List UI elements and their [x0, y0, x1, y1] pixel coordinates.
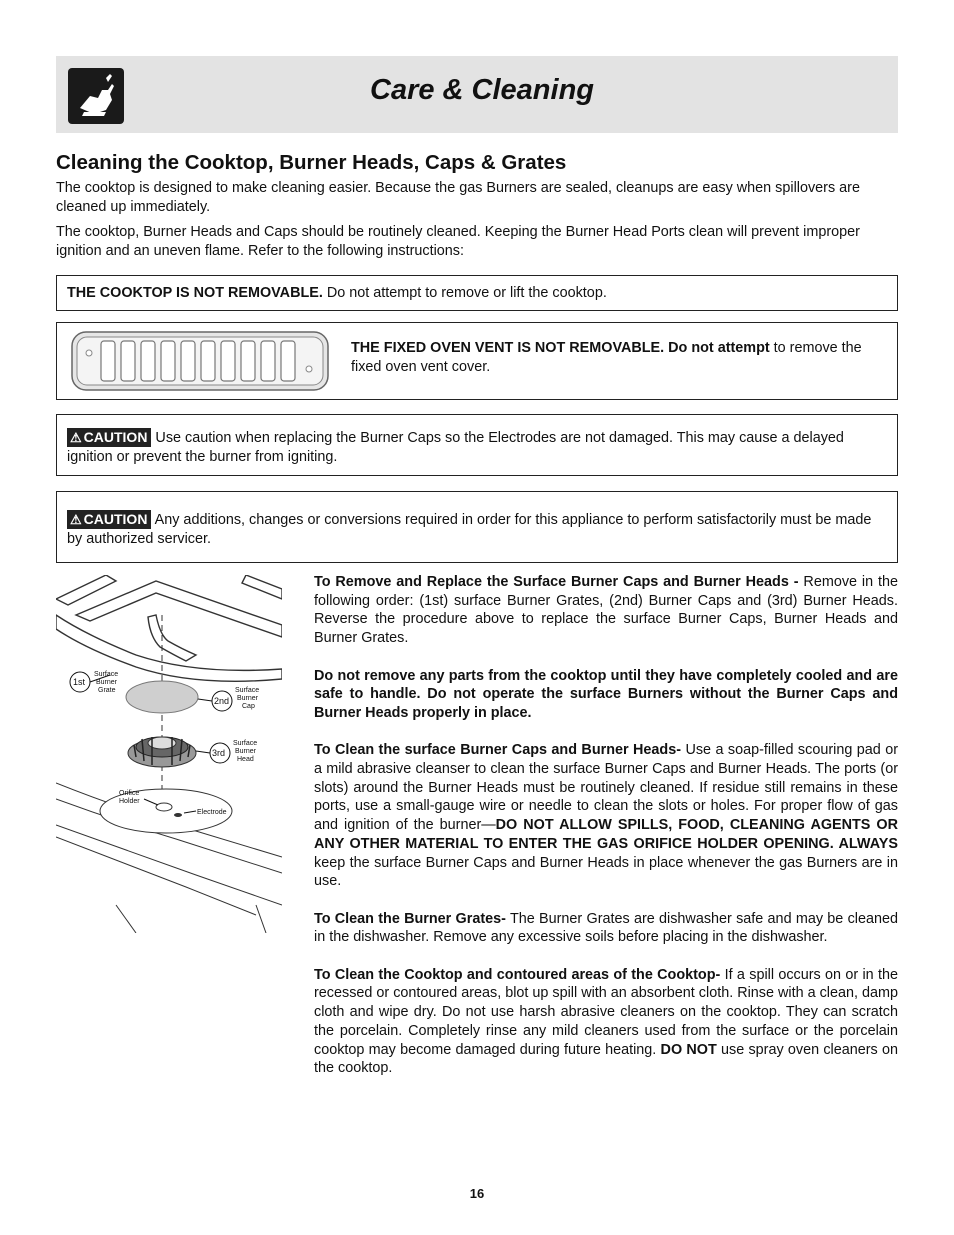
- caution-box-2: [56, 491, 898, 563]
- header-bar: [56, 56, 898, 133]
- notice-cooktop-text: [67, 284, 607, 303]
- warning-triangle-icon: ⚠: [70, 512, 82, 527]
- caution-text-1: [67, 428, 889, 467]
- caution-badge: [67, 428, 151, 447]
- head-label-1: Surface: [233, 740, 258, 747]
- caution-body-2: Any additions, changes or conversions required in order for this appliance to perform satisfactorily must be made by authorized servicer.: [67, 512, 872, 547]
- clean-caps-warning: DO NOT ALLOW SPILLS, FOOD, CLEANING AGENTS OR ANY OTHER MATERIAL TO ENTER THE GAS ORIFICE HOLDER OPENING. ALWAYS: [314, 817, 898, 852]
- caution-badge: [67, 510, 151, 529]
- clean-caps-heading: To Clean the surface Burner Caps and Burner Heads-: [314, 742, 682, 759]
- caution-text-2: [67, 510, 889, 549]
- warning-triangle-icon: ⚠: [70, 430, 82, 445]
- cap-label-3: Cap: [242, 703, 255, 710]
- caution-body-1: Use caution when replacing the Burner Caps so the Electrodes are not damaged. This may cause a delayed ignition or prevent the burner from igniting.: [67, 430, 844, 465]
- clean-caps-body: Use a soap-filled scouring pad or a mild abrasive cleanser to clean the surface Burner Caps and Burner Heads. The ports (or slots) around the Burner Heads must be routinely cleaned. If residue still remains in these ports, use a small-gauge wire or needle to clean the slots or holes. For proper flow of gas and ignition of the burner—: [314, 742, 898, 834]
- cap-label-2: Burner: [237, 695, 259, 702]
- clean-grates-body: The Burner Grates are dishwasher safe and may be cleaned in the dishwasher. Remove any excessive soils before placing in the dishwasher.: [314, 910, 898, 946]
- remove-replace-paragraph: [314, 573, 898, 648]
- step-3-marker: 3rd: [212, 748, 226, 758]
- intro-paragraph-2: The cooktop, Burner Heads and Caps should be routinely cleaned. Keeping the Burner Head Ports clean will prevent improper ignition and an uneven flame. Refer to the following instructions:: [56, 224, 860, 259]
- step-2-marker: 2nd: [214, 696, 230, 706]
- clean-caps-paragraph: [314, 741, 898, 891]
- notice-vent-box: [56, 322, 898, 400]
- caution-label: CAUTION: [83, 429, 148, 445]
- orifice-label-1: Orifice: [119, 790, 140, 797]
- electrode-label: Electrode: [197, 809, 227, 816]
- oven-vent-illustration: [71, 331, 329, 396]
- instructions-column: [314, 573, 898, 1097]
- page-title: Care & Cleaning: [370, 74, 594, 106]
- cleaning-hand-icon: [68, 68, 124, 124]
- step-1-marker: 1st: [73, 677, 86, 687]
- clean-cooktop-body: If a spill occurs on or in the recessed or contoured areas, blot up spill with an absorbent cloth. Rinse with a clean, damp cloth and wipe dry. Do not use harsh abrasive cleaners on the cooktop. They can scratch the porcelain. Completely rinse any mild cleaners used from the surface or the porcelain cooktop may become damaged during future heating.: [314, 966, 898, 1058]
- cap-label-1: Surface: [235, 687, 260, 694]
- clean-cooktop-warning: DO NOT: [660, 1041, 717, 1058]
- clean-grates-heading: To Clean the Burner Grates-: [314, 910, 506, 927]
- orifice-label-2: Holder: [119, 798, 140, 805]
- clean-caps-body-2: keep the surface Burner Caps and Burner Heads in place whenever the gas Burners are in use.: [314, 854, 898, 890]
- intro-paragraph-1: The cooktop is designed to make cleaning easier. Because the gas Burners are sealed, cleanups are easy when spillovers are cleaned up immediately.: [56, 180, 860, 215]
- remove-replace-heading: To Remove and Replace the Surface Burner Caps and Burner Heads -: [314, 574, 799, 590]
- caution-label: CAUTION: [83, 511, 148, 527]
- clean-cooktop-body-2: use spray oven cleaners on the cooktop.: [314, 1041, 898, 1077]
- remove-replace-body: Remove in the following order: (1st) surface Burner Grates, (2nd) Burner Caps and (3rd) Burner Heads. Reverse the procedure above to replace the surface Burner Caps, Burner Heads and Burner Grates.: [314, 574, 899, 647]
- clean-cooktop-paragraph: [314, 966, 898, 1078]
- caution-box-1: [56, 414, 898, 476]
- clean-grates-paragraph: [314, 910, 898, 947]
- cool-warning-paragraph: Do not remove any parts from the cooktop until they have completely cooled and are safe to handle. Do not operate the surface Burners without the Burner Caps and Burner Heads properly in place.: [314, 667, 898, 721]
- notice-cooktop-box: [56, 275, 898, 311]
- clean-cooktop-heading: To Clean the Cooktop and contoured areas of the Cooktop-: [314, 966, 721, 983]
- grate-label-3: Grate: [98, 687, 116, 694]
- notice-vent-body: to remove the fixed oven vent cover.: [351, 340, 862, 375]
- notice-vent-text: [351, 339, 881, 377]
- burner-exploded-diagram: [56, 575, 282, 933]
- notice-cooktop-bold: THE COOKTOP IS NOT REMOVABLE.: [67, 285, 323, 301]
- notice-cooktop-body: Do not attempt to remove or lift the cooktop.: [322, 285, 607, 301]
- notice-vent-bold: THE FIXED OVEN VENT IS NOT REMOVABLE. Do not attempt: [351, 340, 770, 356]
- section-heading: Cleaning the Cooktop, Burner Heads, Caps & Grates: [56, 151, 567, 174]
- head-label-3: Head: [237, 756, 254, 763]
- grate-label-2: Burner: [96, 679, 118, 686]
- grate-label-1: Surface: [94, 671, 119, 678]
- head-label-2: Burner: [235, 748, 257, 755]
- page-number: 16: [469, 1186, 485, 1201]
